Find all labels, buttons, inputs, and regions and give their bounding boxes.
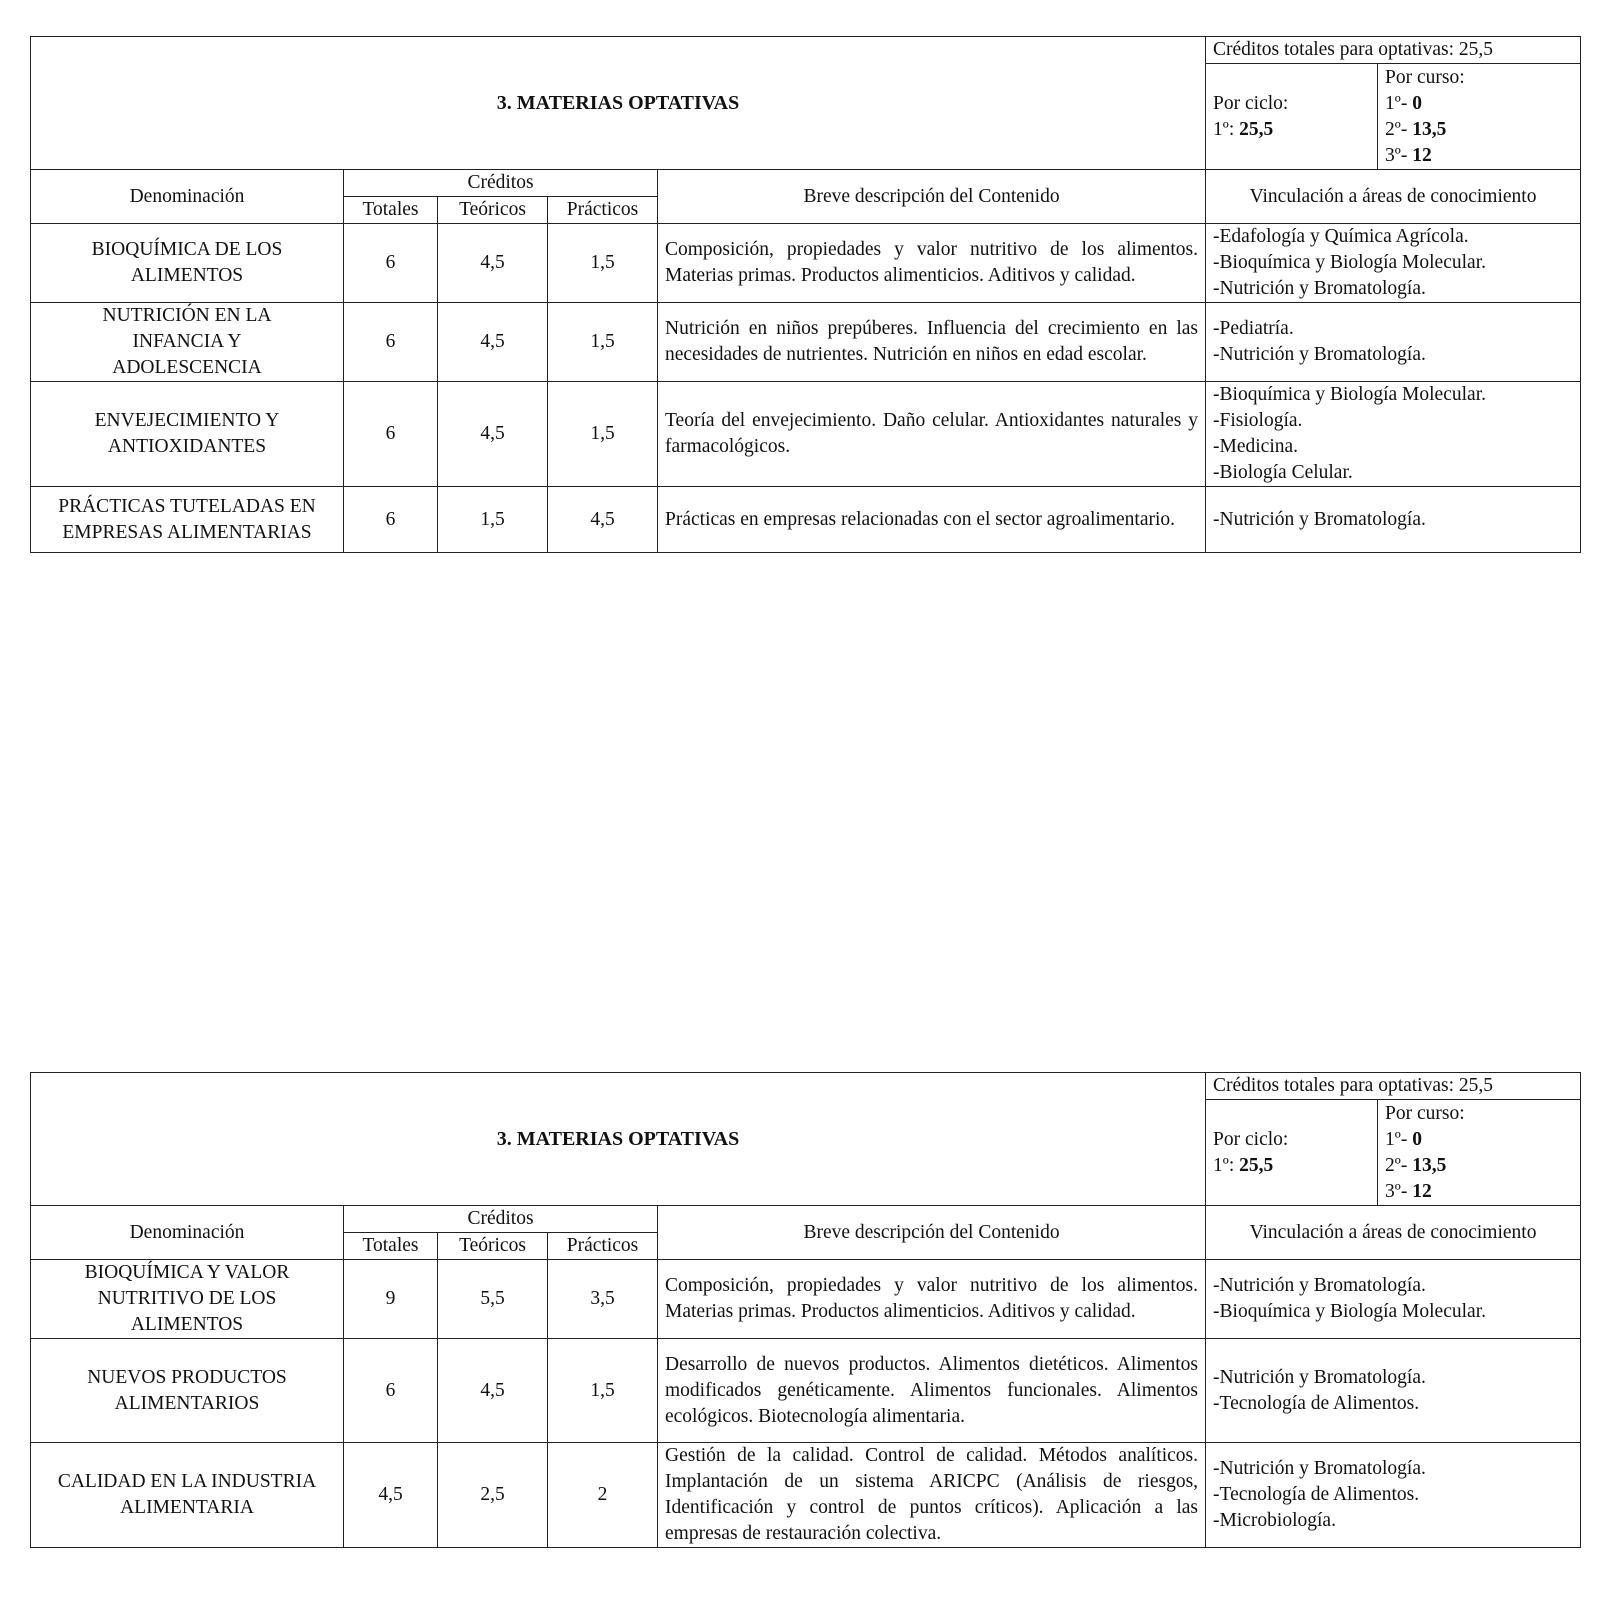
curso-2-prefix: 2º-: [1385, 1154, 1408, 1176]
row-areas: [1206, 303, 1581, 382]
name-line: ENVEJECIMIENTO Y: [94, 410, 280, 431]
row-totales: 6: [344, 1339, 438, 1443]
ciclo-prefix: 1º:: [1213, 1154, 1235, 1176]
row-denominacion: [31, 303, 344, 382]
por-ciclo-value-line: [1213, 117, 1370, 143]
name-line: ALIMENTOS: [130, 1314, 244, 1335]
total-credits-note: Créditos totales para optativas: 25,5: [1206, 37, 1581, 64]
row-teoricos: 5,5: [438, 1260, 548, 1339]
table-row: [31, 487, 1581, 553]
name-line: ADOLESCENCIA: [112, 357, 262, 378]
name-line: ANTIOXIDANTES: [107, 436, 267, 457]
header-denominacion: Denominación: [31, 1206, 344, 1260]
name-line: PRÁCTICAS TUTELADAS EN: [58, 495, 316, 517]
row-totales: 6: [344, 224, 438, 303]
row-areas: [1206, 1339, 1581, 1443]
curso-1-prefix: 1º-: [1385, 1128, 1408, 1150]
header-practicos: Prácticos: [548, 1233, 658, 1260]
row-teoricos: 1,5: [438, 487, 548, 553]
header-creditos: Créditos: [344, 170, 658, 197]
row-descripcion: Composición, propiedades y valor nutritivo de los alimentos. Materias primas. Productos alimenticios. Aditivos y calidad.: [658, 224, 1206, 303]
row-descripcion: Gestión de la calidad. Control de calidad. Métodos analíticos. Implantación de un sistema ARICPC (Análisis de riesgos, Identificación y control de puntos críticos). Aplicación a las empresas de restauración colectiva.: [658, 1443, 1206, 1548]
header-creditos: Créditos: [344, 1206, 658, 1233]
header-teoricos: Teóricos: [438, 1233, 548, 1260]
name-line: NUTRITIVO DE LOS: [97, 1288, 277, 1309]
header-practicos: Prácticos: [548, 197, 658, 224]
row-teoricos: 4,5: [438, 303, 548, 382]
por-ciclo-label: Por ciclo:: [1213, 92, 1289, 114]
name-line: ALIMENTOS: [130, 265, 244, 286]
curso-3-line: [1385, 143, 1573, 169]
curso-3-prefix: 3º-: [1385, 1180, 1408, 1202]
curso-1-value: 0: [1412, 92, 1422, 114]
table-row: [31, 1443, 1581, 1548]
header-vinculacion: Vinculación a áreas de conocimiento: [1206, 170, 1581, 224]
row-descripcion: Nutrición en niños prepúberes. Influencia del crecimiento en las necesidades de nutrientes. Nutrición en niños en edad escolar.: [658, 303, 1206, 382]
curso-3-prefix: 3º-: [1385, 144, 1408, 166]
header-totales: Totales: [344, 197, 438, 224]
header-descripcion: Breve descripción del Contenido: [658, 170, 1206, 224]
name-line: INFANCIA Y: [132, 331, 242, 352]
area-item: -Medicina.: [1213, 436, 1299, 457]
name-line: BIOQUÍMICA DE LOS: [91, 239, 283, 260]
header-descripcion: Breve descripción del Contenido: [658, 1206, 1206, 1260]
area-item: -Bioquímica y Biología Molecular.: [1213, 384, 1486, 405]
row-descripcion: Composición, propiedades y valor nutritivo de los alimentos. Materias primas. Productos alimenticios. Aditivos y calidad.: [658, 1260, 1206, 1339]
row-practicos: 1,5: [548, 382, 658, 487]
area-item: -Nutrición y Bromatología.: [1213, 1275, 1426, 1296]
curso-3-line: [1385, 1179, 1573, 1205]
row-totales: 6: [344, 487, 438, 553]
name-line: CALIDAD EN LA INDUSTRIA: [57, 1471, 317, 1492]
area-item: -Pediatría.: [1213, 318, 1294, 339]
curso-1-line: [1385, 1127, 1573, 1153]
row-totales: 6: [344, 382, 438, 487]
header-vinculacion: Vinculación a áreas de conocimiento: [1206, 1206, 1581, 1260]
row-practicos: 1,5: [548, 224, 658, 303]
row-teoricos: 4,5: [438, 224, 548, 303]
row-denominacion: [31, 487, 344, 553]
row-practicos: 3,5: [548, 1260, 658, 1339]
row-totales: 6: [344, 303, 438, 382]
name-line: ALIMENTARIA: [120, 1497, 254, 1518]
por-curso-label: Por curso:: [1385, 1102, 1465, 1124]
optativas-table: [30, 1072, 1581, 1548]
area-item: -Nutrición y Bromatología.: [1213, 1366, 1426, 1388]
area-item: -Edafología y Química Agrícola.: [1213, 226, 1469, 247]
row-totales: 9: [344, 1260, 438, 1339]
por-ciclo-cell: [1206, 1100, 1378, 1206]
name-line: NUTRICIÓN EN LA: [102, 305, 272, 326]
curso-3-value: 12: [1412, 144, 1432, 166]
name-line: BIOQUÍMICA Y VALOR: [84, 1262, 290, 1283]
area-item: -Nutrición y Bromatología.: [1213, 344, 1426, 365]
ciclo-prefix: 1º:: [1213, 118, 1235, 140]
row-denominacion: [31, 382, 344, 487]
row-areas: [1206, 1260, 1581, 1339]
row-denominacion: [31, 1339, 344, 1443]
row-denominacion: [31, 1443, 344, 1548]
row-descripcion: Desarrollo de nuevos productos. Alimentos dietéticos. Alimentos modificados genéticamente. Alimentos funcionales. Alimentos ecológicos. Biotecnología alimentaria.: [658, 1339, 1206, 1443]
table-row: [31, 224, 1581, 303]
row-teoricos: 4,5: [438, 382, 548, 487]
row-practicos: 4,5: [548, 487, 658, 553]
header-totales: Totales: [344, 1233, 438, 1260]
area-item: -Tecnología de Alimentos.: [1213, 1484, 1420, 1505]
row-teoricos: 2,5: [438, 1443, 548, 1548]
area-item: -Fisiología.: [1213, 410, 1303, 431]
area-item: -Nutrición y Bromatología.: [1213, 508, 1426, 530]
curso-1-value: 0: [1412, 1128, 1422, 1150]
row-areas: [1206, 224, 1581, 303]
name-line: EMPRESAS ALIMENTARIAS: [62, 521, 312, 543]
header-denominacion: Denominación: [31, 170, 344, 224]
por-curso-label: Por curso:: [1385, 66, 1465, 88]
table-title: 3. MATERIAS OPTATIVAS: [31, 37, 1206, 170]
table-title: 3. MATERIAS OPTATIVAS: [31, 1073, 1206, 1206]
area-item: -Bioquímica y Biología Molecular.: [1213, 1301, 1486, 1322]
row-areas: [1206, 487, 1581, 553]
table-row: [31, 1260, 1581, 1339]
row-areas: [1206, 382, 1581, 487]
row-practicos: 1,5: [548, 303, 658, 382]
table-row: [31, 1339, 1581, 1443]
por-ciclo-label: Por ciclo:: [1213, 1128, 1289, 1150]
area-item: -Tecnología de Alimentos.: [1213, 1392, 1420, 1414]
por-ciclo-cell: [1206, 64, 1378, 170]
row-practicos: 2: [548, 1443, 658, 1548]
row-practicos: 1,5: [548, 1339, 658, 1443]
curso-2-prefix: 2º-: [1385, 118, 1408, 140]
area-item: -Microbiología.: [1213, 1510, 1336, 1531]
row-descripcion: Teoría del envejecimiento. Daño celular. Antioxidantes naturales y farmacológicos.: [658, 382, 1206, 487]
curso-2-line: [1385, 1153, 1573, 1179]
name-line: ALIMENTARIOS: [114, 1392, 260, 1414]
curso-3-value: 12: [1412, 1180, 1432, 1202]
ciclo-value: 25,5: [1239, 1154, 1274, 1176]
row-denominacion: [31, 1260, 344, 1339]
area-item: -Nutrición y Bromatología.: [1213, 1458, 1426, 1479]
area-item: -Bioquímica y Biología Molecular.: [1213, 252, 1486, 273]
row-denominacion: [31, 224, 344, 303]
por-curso-cell: [1378, 64, 1581, 170]
curso-2-line: [1385, 117, 1573, 143]
curso-2-value: 13,5: [1412, 1154, 1447, 1176]
table-row: [31, 382, 1581, 487]
por-curso-cell: [1378, 1100, 1581, 1206]
total-credits-note: Créditos totales para optativas: 25,5: [1206, 1073, 1581, 1100]
area-item: -Nutrición y Bromatología.: [1213, 278, 1426, 299]
optativas-table: [30, 36, 1581, 553]
curso-1-line: [1385, 91, 1573, 117]
area-item: -Biología Celular.: [1213, 462, 1353, 483]
por-ciclo-value-line: [1213, 1153, 1370, 1179]
header-teoricos: Teóricos: [438, 197, 548, 224]
name-line: NUEVOS PRODUCTOS: [87, 1366, 287, 1388]
curso-2-value: 13,5: [1412, 118, 1447, 140]
row-totales: 4,5: [344, 1443, 438, 1548]
table-row: [31, 303, 1581, 382]
row-areas: [1206, 1443, 1581, 1548]
ciclo-value: 25,5: [1239, 118, 1274, 140]
row-teoricos: 4,5: [438, 1339, 548, 1443]
row-descripcion: Prácticas en empresas relacionadas con el sector agroalimentario.: [658, 487, 1206, 553]
curso-1-prefix: 1º-: [1385, 92, 1408, 114]
